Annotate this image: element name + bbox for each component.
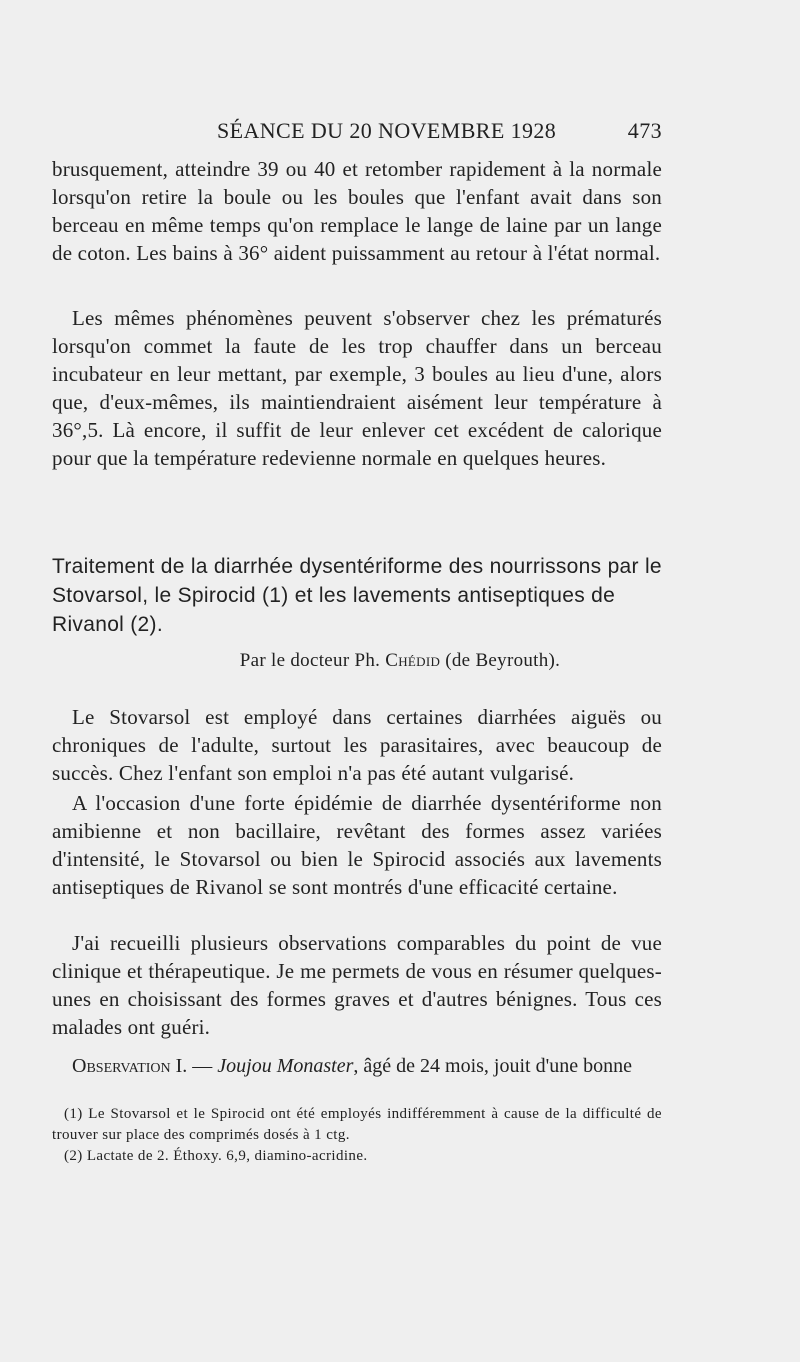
page-number: 473 [627, 118, 662, 143]
running-header [52, 118, 662, 152]
paragraph-text: brusquement, atteindre 39 ou 40 et retomber rapidement à la normale lorsqu'on retire la boule ou les boules que l'enfant avait dans son berceau en même temps qu'on remplace le lange de laine par un lange de coton. Les bains à 36° aident puissamment au retour à l'état normal. [52, 157, 662, 265]
footnotes [52, 1104, 662, 1167]
paragraph-text: A l'occasion d'une forte épidémie de diarrhée dysentériforme non amibienne et non bacillaire, revêtant des formes assez variées d'intensité, le Stovarsol ou bien le Spirocid associés aux lavements antiseptiques de Rivanol se sont montrés d'une efficacité certaine. [52, 791, 662, 899]
paragraph-observations [52, 929, 662, 1041]
observation-dash: — [187, 1055, 218, 1077]
paragraph-continuation [52, 155, 662, 267]
paragraph-text: Le Stovarsol est employé dans certaines diarrhées aiguës ou chroniques de l'adulte, surtout les parasitaires, avec beaucoup de succès. Chez l'enfant son emploi n'a pas été autant vulgarisé. [52, 705, 662, 785]
paragraph-text: J'ai recueilli plusieurs observations comparables du point de vue clinique et thérapeutique. Je me permets de vous en résumer quelques-unes en choisissant des formes graves et d'autres bénignes. Tous ces malades ont guéri. [52, 931, 662, 1039]
observation-line [52, 1052, 662, 1080]
footnote-2: (2) Lactate de 2. Éthoxy. 6,9, diamino-acridine. [64, 1148, 368, 1164]
author-line [0, 650, 800, 672]
observation-label: Observation I. [72, 1055, 188, 1077]
author-name: Chédid [385, 650, 441, 671]
paragraph-premature-infants [52, 304, 662, 472]
observation-text: , âgé de 24 mois, jouit d'une bonne [353, 1055, 632, 1077]
paragraph-text: Les mêmes phénomènes peuvent s'observer chez les prématurés lorsqu'on commet la faute de les trop chauffer dans un berceau incubateur en leur mettant, par exemple, 3 boules au lieu d'une, alors que, d'eux-mêmes, ils maintiendraient aisément leur température à 36°,5. Là encore, il suffit de leur enlever cet excédent de calorique pour que la température redevienne normale en quelques heures. [52, 306, 662, 470]
patient-name: Joujou Monaster [217, 1055, 354, 1077]
header-title: SÉANCE DU 20 NOVEMBRE 1928 [217, 118, 557, 143]
footnote-1: (1) Le Stovarsol et le Spirocid ont été employés indifféremment à cause de la difficulté de trouver sur place des comprimés dosés à 1 ctg. [52, 1106, 662, 1143]
author-suffix: (de Beyrouth). [440, 650, 561, 671]
section-heading: Traitement de la diarrhée dysentériforme des nourrissons par le Stovarsol, le Spirocid (1) et les lavements antiseptiques de Rivanol (2). [52, 555, 662, 636]
paragraph-stovarsol [52, 703, 662, 787]
paragraph-epidemic [52, 789, 662, 901]
author-prefix: Par le docteur Ph. [239, 650, 386, 671]
